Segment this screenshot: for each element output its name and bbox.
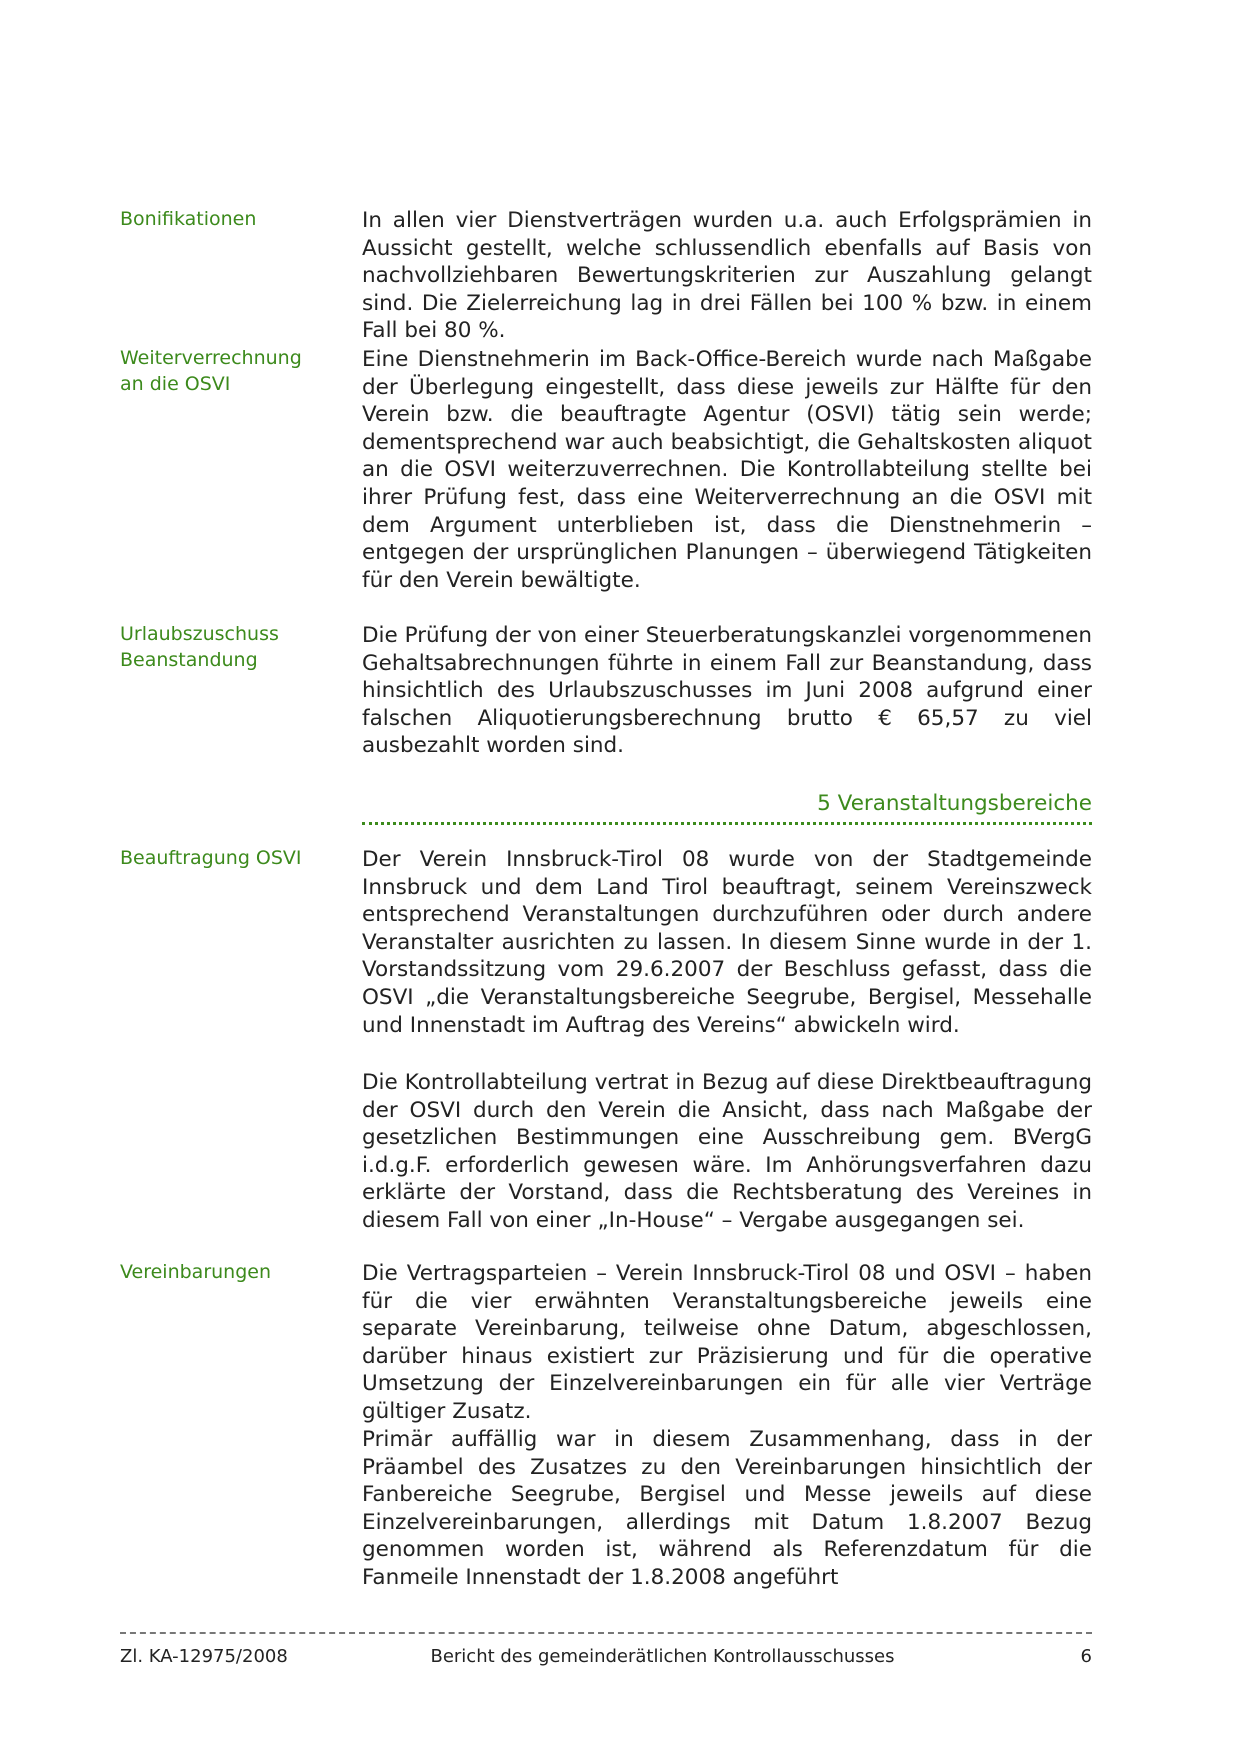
paragraph: Die Vertragsparteien – Verein Innsbruck-Tirol 08 und OSVI – haben für die vier erwähnten Veranstaltungsbereiche jeweils eine separate Vereinbarung, teilweise ohne Datum, abgeschlossen, darüber hinaus existiert zur Präzisierung und für die operative Umsetzung der Einzelvereinbarungen ein für alle vier Verträge gültiger Zusatz. [362, 1261, 1092, 1424]
section-urlaubszuschuss [362, 622, 1092, 760]
heading-divider [362, 822, 1092, 825]
margin-label-beauftragung [120, 845, 350, 871]
margin-label-weiterverrechnung [120, 345, 350, 397]
chapter-heading: 5 Veranstaltungsbereiche [817, 791, 1092, 816]
section-vereinbarungen [362, 1260, 1092, 1426]
margin-label-urlaubszuschuss [120, 621, 350, 673]
margin-label-line: Beauftragung OSVI [120, 847, 302, 869]
margin-label-line: Urlaubszuschuss [120, 623, 279, 645]
paragraph: In allen vier Dienstverträgen wurden u.a. auch Erfolgsprämien in Aussicht gestellt, welche schlussendlich ebenfalls auf Basis von nachvollziehbaren Bewertungskriterien zur Auszahlung gelangt sind. Die Zielerreichung lag in drei Fällen bei 100 % bzw. in einem Fall bei 80 %. [362, 208, 1092, 344]
page-number: 6 [1080, 1646, 1092, 1667]
margin-label-vereinbarungen [120, 1259, 350, 1285]
section-beauftragung [362, 846, 1092, 1039]
paragraph: Der Verein Innsbruck-Tirol 08 wurde von der Stadtgemeinde Innsbruck und dem Land Tirol beauftragt, seinem Vereinszweck entsprechend Veranstaltungen durchzuführen oder durch andere Veranstalter ausrichten zu lassen. In diesem Sinne wurde in der 1. Vorstandssitzung vom 29.6.2007 der Beschluss gefasst, dass die OSVI „die Veranstaltungsbereiche Seegrube, Bergisel, Messehalle und Innenstadt im Auftrag des Vereins“ abwickeln wird. [362, 847, 1092, 1038]
margin-label-line: Vereinbarungen [120, 1261, 272, 1283]
section-bonifikationen [362, 207, 1092, 345]
section-beauftragung-cont [362, 1069, 1092, 1235]
section-weiterverrechnung [362, 346, 1092, 594]
margin-label-line: Bonifikationen [120, 208, 257, 230]
footer-reference: Zl. KA-12975/2008 [120, 1646, 288, 1667]
margin-label-line: Beanstandung [120, 649, 258, 671]
paragraph: Die Prüfung der von einer Steuerberatungskanzlei vorgenommenen Gehaltsabrechnungen führte in einem Fall zur Beanstandung, dass hinsichtlich des Urlaubszuschusses im Juni 2008 aufgrund einer falschen Aliquotierungsberechnung brutto € 65,57 zu viel ausbezahlt worden sind. [362, 623, 1092, 759]
footer-title: Bericht des gemeinderätlichen Kontrollausschusses [430, 1646, 895, 1667]
paragraph: Die Kontrollabteilung vertrat in Bezug auf diese Direktbeauftragung der OSVI durch den Verein die Ansicht, dass nach Maßgabe der gesetzlichen Bestimmungen eine Ausschreibung gem. BVergG i.d.g.F. erforderlich gewesen wäre. Im Anhörungsverfahren dazu erklärte der Vorstand, dass die Rechtsberatung des Vereines in diesem Fall von einer „In-House“ – Vergabe ausgegangen sei. [362, 1070, 1092, 1233]
margin-label-line: Weiterverrechnung [120, 347, 302, 369]
footer-divider [120, 1632, 1092, 1634]
margin-label-line: an die OSVI [120, 373, 231, 395]
margin-label-bonifikationen [120, 206, 350, 232]
section-vereinbarungen-cont [362, 1426, 1092, 1592]
paragraph: Eine Dienstnehmerin im Back-Office-Bereich wurde nach Maßgabe der Überlegung eingestellt, dass diese jeweils zur Hälfte für den Verein bzw. die beauftragte Agentur (OSVI) tätig sein werde; dementsprechend war auch beabsichtigt, die Gehaltskosten aliquot an die OSVI weiterzuverrechnen. Die Kontrollabteilung stellte bei ihrer Prüfung fest, dass eine Weiterverrechnung an die OSVI mit dem Argument unterblieben ist, dass die Dienstnehmerin – entgegen der ursprünglichen Planungen – überwiegend Tätigkeiten für den Verein bewältigte. [362, 347, 1092, 593]
paragraph: Primär auffällig war in diesem Zusammenhang, dass in der Präambel des Zusatzes zu den Vereinbarungen hinsichtlich der Fanbereiche Seegrube, Bergisel und Messe jeweils auf diese Einzelvereinbarungen, allerdings mit Datum 1.8.2007 Bezug genommen worden ist, während als Referenzdatum für die Fanmeile Innenstadt der 1.8.2008 angeführt [362, 1427, 1092, 1590]
